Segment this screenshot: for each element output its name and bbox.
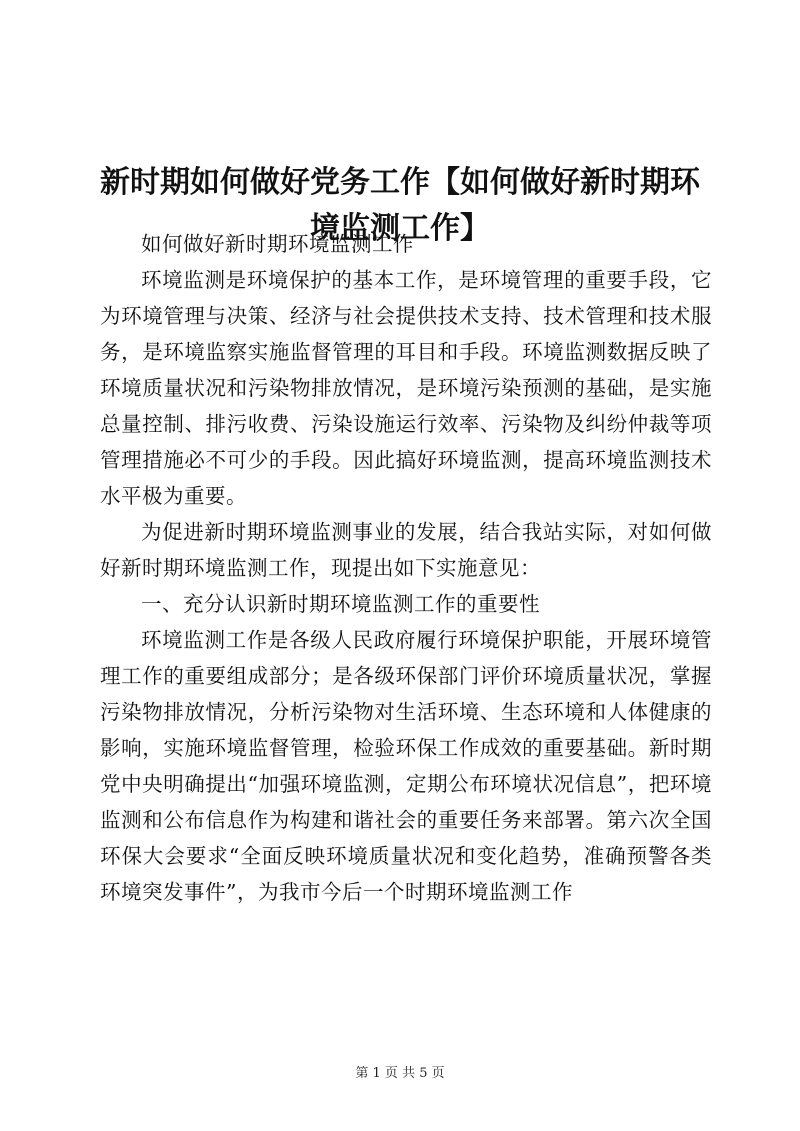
body-paragraph: 环境监测工作是各级人民政府履行环境保护职能，开展环境管理工作的重要组成部分；是各级环保部门评价环境质量状况，掌握污染物排放情况，分析污染物对生活环境、生态环境和人体健康的影响，实施环境监督管理，检验环保工作成效的重要基础。新时期党中央明确提出“加强环境监测，定期公布环境状况信息”，把环境监测和公布信息作为构建和谐社会的重要任务来部署。第六次全国环保大会要求“全面反映环境质量状况和变化趋势，准确预警各类环境突发事件”，为我市今后一个时期环境监测工作 bbox=[100, 628, 712, 904]
document-title: 新时期如何做好党务工作【如何做好新时期环境监测工作】 bbox=[100, 165, 700, 247]
page-footer: 第 1 页 共 5 页 bbox=[355, 1066, 445, 1081]
subtitle-paragraph: 如何做好新时期环境监测工作 bbox=[141, 232, 414, 256]
body-paragraph: 环境监测是环境保护的基本工作，是环境管理的重要手段，它为环境管理与决策、经济与社会提供技术支持、技术管理和技术服务，是环境监察实施监督管理的耳目和手段。环境监测数据反映了环境质量状况和污染物排放情况，是环境污染预测的基础，是实施总量控制、排污收费、污染设施运行效率、污染物及纠纷仲裁等项管理措施必不可少的手段。因此搞好环境监测，提高环境监测技术水平极为重要。 bbox=[100, 268, 712, 508]
body-paragraph: 为促进新时期环境监测事业的发展，结合我站实际，对如何做好新时期环境监测工作，现提出如下实施意见： bbox=[100, 520, 712, 580]
document-body bbox=[100, 226, 712, 910]
section-heading: 一、充分认识新时期环境监测工作的重要性 bbox=[141, 592, 540, 616]
